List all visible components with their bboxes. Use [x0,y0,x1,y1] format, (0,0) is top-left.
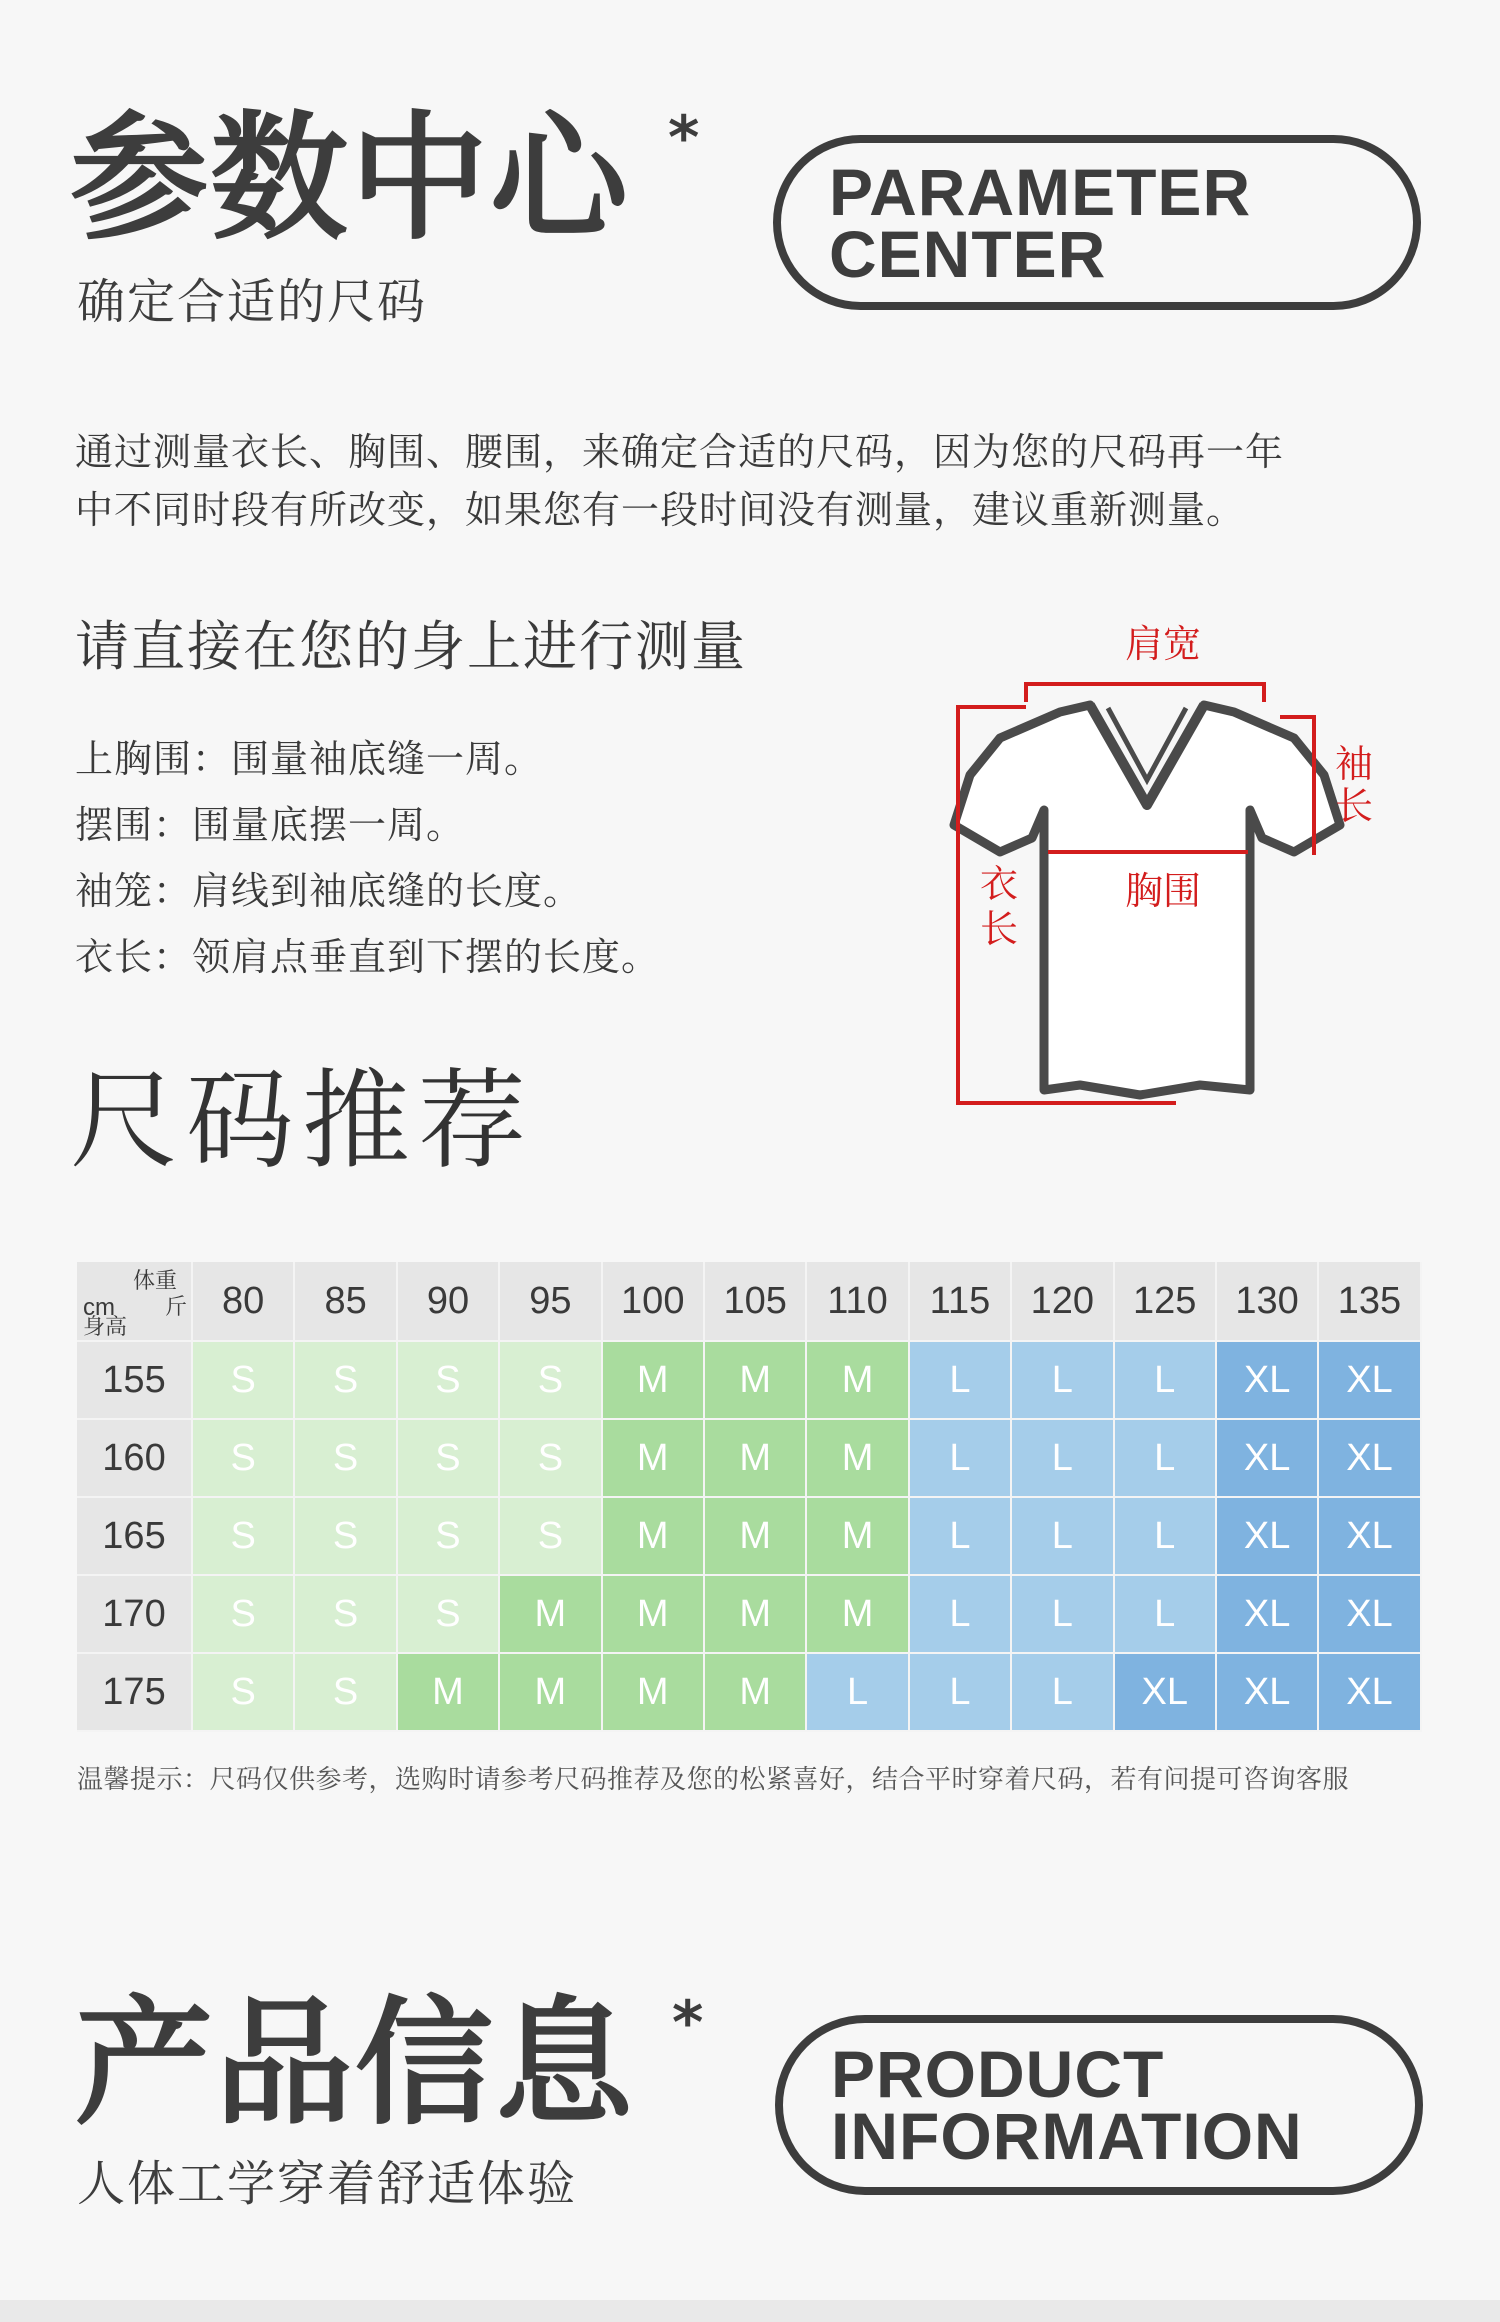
size-cell: L [1115,1420,1217,1498]
measure-title: 请直接在您的身上进行测量 [75,615,747,678]
height-cell: 155 [77,1342,193,1420]
size-cell: M [705,1420,807,1498]
weight-header-cell: 80 [193,1262,295,1342]
height-cell: 160 [77,1420,193,1498]
size-cell: S [295,1654,397,1732]
weight-header-cell: 110 [807,1262,909,1342]
size-cell: M [603,1342,705,1420]
size-cell: S [398,1498,500,1576]
size-cell: S [295,1576,397,1654]
size-cell: XL [1115,1654,1217,1732]
size-cell: S [500,1342,602,1420]
height-cell: 170 [77,1576,193,1654]
size-cell: S [193,1342,295,1420]
size-cell: L [910,1420,1012,1498]
measure-item-chest: 上胸围：围量袖底缝一周。 [75,737,544,781]
corner-cm: cm [83,1294,115,1321]
corner-jin: 斤 [165,1294,188,1319]
parameter-title-star: * [668,103,700,173]
size-cell: XL [1217,1420,1319,1498]
chest-label: 胸围 [1125,869,1202,913]
size-cell: S [193,1576,295,1654]
corner-height: 身高 [83,1314,128,1339]
weight-header-cell: 120 [1012,1262,1114,1342]
table-row [77,1498,1422,1576]
size-cell: M [603,1654,705,1732]
size-cell: M [705,1498,807,1576]
size-cell: S [193,1654,295,1732]
size-cell: S [398,1420,500,1498]
length-label-1: 衣 [980,862,1019,906]
table-row [77,1654,1422,1732]
size-cell: S [295,1420,397,1498]
table-body [77,1342,1422,1732]
size-cell: XL [1217,1498,1319,1576]
table-row [77,1576,1422,1654]
size-cell: M [705,1654,807,1732]
corner-weight: 体重 [133,1268,178,1293]
size-cell: XL [1319,1654,1421,1732]
size-cell: S [500,1420,602,1498]
sleeve-label-2: 长 [1335,784,1374,828]
product-title-star: * [672,1988,704,2058]
size-cell: XL [1319,1420,1421,1498]
size-cell: M [398,1654,500,1732]
size-cell: M [500,1654,602,1732]
size-cell: L [1115,1342,1217,1420]
shoulder-label: 肩宽 [1125,622,1202,666]
size-cell: L [1012,1654,1114,1732]
intro-line-2: 中不同时段有所改变，如果您有一段时间没有测量，建议重新测量。 [75,488,1246,532]
size-cell: S [500,1498,602,1576]
size-cell: L [1012,1576,1114,1654]
size-cell: M [603,1498,705,1576]
size-cell: L [1115,1498,1217,1576]
sleeve-label-1: 袖 [1335,742,1374,786]
size-cell: M [705,1342,807,1420]
size-cell: XL [1319,1576,1421,1654]
weight-header-cell: 130 [1217,1262,1319,1342]
size-cell: M [807,1342,909,1420]
table-row [77,1420,1422,1498]
weight-header-cell: 85 [295,1262,397,1342]
size-cell: S [193,1420,295,1498]
size-cell: M [603,1420,705,1498]
size-cell: S [398,1342,500,1420]
size-cell: S [295,1498,397,1576]
table-header-row [77,1262,1422,1342]
size-cell: M [603,1576,705,1654]
size-cell: M [705,1576,807,1654]
size-cell: XL [1319,1342,1421,1420]
weight-header-cell: 125 [1115,1262,1217,1342]
weight-header-cell: 90 [398,1262,500,1342]
pill-line-2: CENTER [829,216,1107,291]
weight-header-cell: 135 [1319,1262,1421,1342]
measure-item-armhole: 袖笼：肩线到袖底缝的长度。 [75,869,583,913]
height-cell: 175 [77,1654,193,1732]
product-subtitle: 人体工学穿着舒适体验 [77,2156,578,2212]
size-cell: XL [1217,1342,1319,1420]
size-cell: L [910,1576,1012,1654]
weight-header-cell: 115 [910,1262,1012,1342]
table-corner [77,1262,193,1342]
size-cell: XL [1217,1654,1319,1732]
intro-paragraph [75,423,1455,539]
size-cell: L [910,1498,1012,1576]
bottom-band [0,2300,1500,2322]
height-cell: 165 [77,1498,193,1576]
measure-item-length: 衣长：领肩点垂直到下摆的长度。 [75,935,661,979]
size-cell: XL [1319,1498,1421,1576]
size-cell: L [807,1654,909,1732]
weight-header [193,1262,1422,1342]
size-cell: XL [1217,1576,1319,1654]
size-cell: L [1012,1420,1114,1498]
size-cell: M [807,1576,909,1654]
size-cell: L [1115,1576,1217,1654]
size-cell: L [1012,1342,1114,1420]
parameter-subtitle: 确定合适的尺码 [77,274,428,330]
size-cell: S [295,1342,397,1420]
weight-header-cell: 105 [705,1262,807,1342]
measure-item-hem: 摆围：围量底摆一周。 [75,803,466,847]
pill-line-1: PARAMETER [829,154,1252,229]
size-cell: L [910,1342,1012,1420]
product-title: 产品信息 [75,1983,636,2144]
size-cell: M [807,1420,909,1498]
size-cell: M [500,1576,602,1654]
tip-note: 温馨提示：尺码仅供参考，选购时请参考尺码推荐及您的松紧喜好，结合平时穿着尺码，若有问提可咨询客服 [77,1765,1350,1795]
pill-line-1: PRODUCT [831,2037,1165,2111]
recommend-title: 尺码推荐 [70,1059,535,1184]
size-cell: L [910,1654,1012,1732]
size-cell: L [1012,1498,1114,1576]
shirt-diagram [940,620,1380,1120]
product-information-pill [775,2015,1423,2195]
intro-line-1: 通过测量衣长、胸围、腰围，来确定合适的尺码，因为您的尺码再一年 [75,430,1285,474]
size-cell: S [193,1498,295,1576]
size-cell: M [807,1498,909,1576]
weight-header-cell: 95 [500,1262,602,1342]
length-label-2: 长 [980,907,1019,951]
weight-header-cell: 100 [603,1262,705,1342]
size-cell: S [398,1576,500,1654]
table-row [77,1342,1422,1420]
pill-line-2: INFORMATION [831,2099,1303,2173]
parameter-center-pill [773,135,1421,310]
parameter-title: 参数中心 [70,98,631,259]
size-table [77,1262,1422,1732]
